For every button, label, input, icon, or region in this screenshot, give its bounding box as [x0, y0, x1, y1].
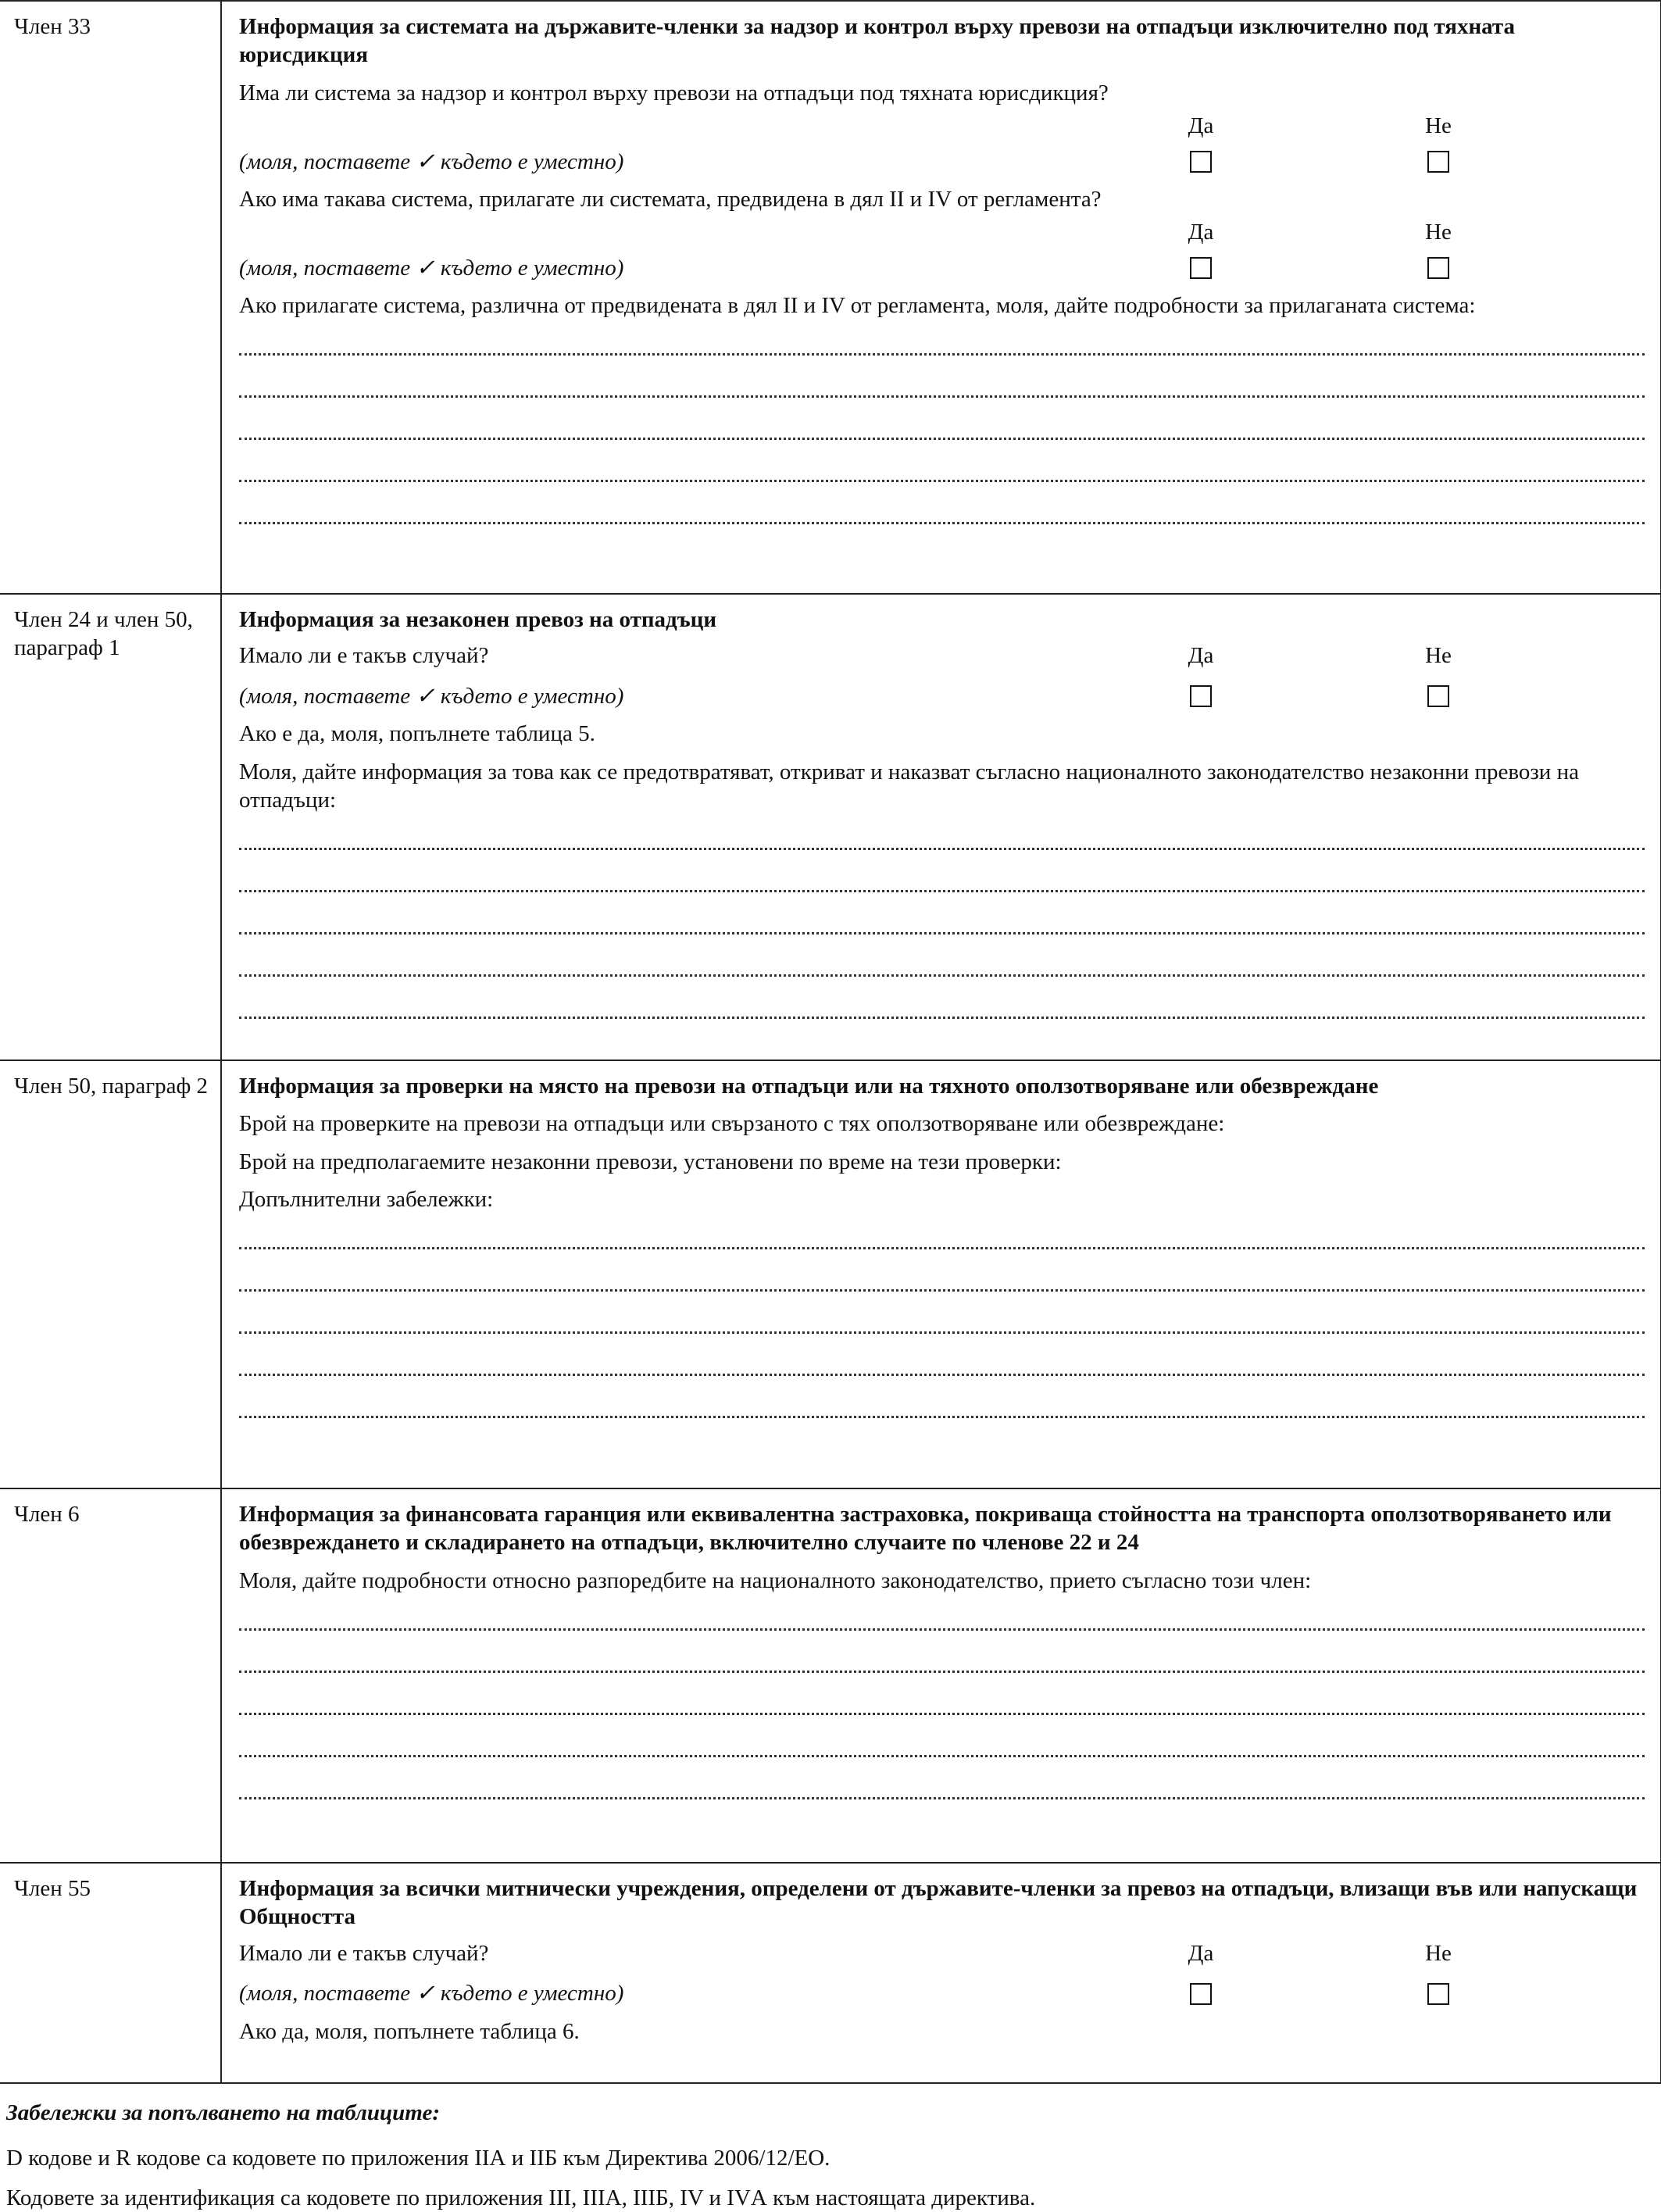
answer-line[interactable]	[239, 1213, 1645, 1249]
notes-line: Кодовете за идентификация са кодовете по приложения III, IIIА, IIIБ, IV и IVА към настоящата директива.	[6, 2185, 1036, 2210]
section-row-art6	[0, 1488, 1661, 1863]
answer-line[interactable]	[239, 892, 1645, 934]
article-ref: Член 55	[0, 1863, 221, 2083]
answer-line[interactable]	[239, 1631, 1645, 1673]
answer-line[interactable]	[239, 814, 1645, 850]
yes-label: Да	[1188, 220, 1214, 245]
section-title: Информация за финансовата гаранция или еквивалентна застраховка, покриваща стойността на транспорта оползотворяването или обезвреждането и складирането на отпадъци, включително случаите по членове 22 и 24	[239, 1502, 1612, 1556]
no-checkbox[interactable]	[1427, 1983, 1449, 2005]
no-label: Не	[1425, 643, 1452, 669]
answer-line[interactable]	[239, 1673, 1645, 1715]
answer-line[interactable]	[239, 398, 1645, 440]
tick-hint: (моля, поставете ✓ където е уместно)	[239, 255, 624, 281]
answer-line[interactable]	[239, 977, 1645, 1019]
article-ref: Член 33	[0, 1, 221, 594]
answer-line[interactable]	[239, 1595, 1645, 1631]
yes-no-group	[239, 641, 1646, 710]
inspections-count-prompt: Брой на проверките на превози на отпадъци или свързаното с тях оползотворяване или обезвреждане:	[239, 1111, 1225, 1137]
section-row-art24	[0, 594, 1661, 1060]
section-row-art33	[0, 1, 1661, 594]
yes-checkbox[interactable]	[1190, 685, 1212, 707]
answer-line[interactable]	[239, 850, 1645, 892]
no-checkbox[interactable]	[1427, 685, 1449, 707]
answer-line[interactable]	[239, 440, 1645, 482]
details-prompt: Моля, дайте подробности относно разпоредбите на националното законодателство, прието съгласно този член:	[239, 1567, 1312, 1593]
yes-checkbox[interactable]	[1190, 1983, 1212, 2005]
details-prompt: Моля, дайте информация за това как се предотвратяват, откриват и наказват съгласно националното законодателство незаконни превози на отпадъци:	[239, 759, 1579, 813]
tick-hint: (моля, поставете ✓ където е уместно)	[239, 1981, 624, 2007]
answer-line[interactable]	[239, 1757, 1645, 1799]
instruction-text: Ако да, моля, попълнете таблица 6.	[239, 2018, 580, 2044]
answer-line[interactable]	[239, 1334, 1645, 1376]
no-label: Не	[1425, 1940, 1452, 1966]
answer-line[interactable]	[239, 934, 1645, 977]
no-checkbox[interactable]	[1427, 151, 1449, 173]
section-title: Информация за всички митнически учреждения, определени от държавите-членки за превоз на отпадъци, влизащи във или напускащи Общността	[239, 1876, 1638, 1930]
answer-line[interactable]	[239, 1249, 1645, 1292]
no-checkbox[interactable]	[1427, 257, 1449, 279]
section-body	[221, 594, 1661, 1060]
answer-line[interactable]	[239, 482, 1645, 524]
question-text: Имало ли е такъв случай?	[239, 643, 489, 669]
answer-line[interactable]	[239, 1292, 1645, 1334]
section-row-art50-2	[0, 1060, 1661, 1488]
yes-checkbox[interactable]	[1190, 151, 1212, 173]
illegal-shipments-count-prompt: Брой на предполагаемите незаконни превози, установени по време на тези проверки:	[239, 1149, 1062, 1174]
section-title: Информация за проверки на място на превози на отпадъци или на тяхното оползотворяване или обезвреждане	[239, 1074, 1379, 1099]
answer-line[interactable]	[239, 1715, 1645, 1757]
yes-label: Да	[1188, 643, 1214, 669]
answer-line[interactable]	[239, 1376, 1645, 1418]
no-label: Не	[1425, 113, 1452, 138]
notes-title: Забележки за попълването на таблиците:	[6, 2100, 440, 2125]
article-ref: Член 24 и член 50, параграф 1	[0, 594, 221, 1060]
yes-label: Да	[1188, 113, 1214, 138]
section-body	[221, 1488, 1661, 1863]
section-body	[221, 1, 1661, 594]
instruction-text: Ако е да, моля, попълнете таблица 5.	[239, 721, 595, 747]
article-ref: Член 50, параграф 2	[0, 1060, 221, 1488]
section-title: Информация за незаконен превоз на отпадъци	[239, 607, 717, 632]
no-label: Не	[1425, 220, 1452, 245]
yes-no-group	[239, 112, 1646, 176]
details-prompt: Ако прилагате система, различна от предвидената в дял II и IV от регламента, моля, дайте подробности за прилаганата система:	[239, 293, 1476, 318]
yes-label: Да	[1188, 1940, 1214, 1966]
article-ref: Член 6	[0, 1488, 221, 1863]
section-body	[221, 1863, 1661, 2083]
additional-remarks-prompt: Допълнителни забележки:	[239, 1186, 494, 1212]
question-text: Има ли система за надзор и контрол върху превози на отпадъци под тяхната юрисдикция?	[239, 80, 1109, 105]
question-text: Ако има такава система, прилагате ли системата, предвидена в дял II и IV от регламента?	[239, 186, 1102, 212]
tick-hint: (моля, поставете ✓ където е уместно)	[239, 684, 624, 709]
table-notes	[6, 2099, 1647, 2212]
tick-hint: (моля, поставете ✓ където е уместно)	[239, 148, 624, 174]
notes-line: D кодове и R кодове са кодовете по приложения IIА и IIБ към Директива 2006/12/ЕО.	[6, 2146, 830, 2171]
section-body	[221, 1060, 1661, 1488]
answer-line[interactable]	[239, 356, 1645, 398]
yes-no-group	[239, 1939, 1646, 2008]
answer-line[interactable]	[239, 320, 1645, 356]
section-row-art55	[0, 1863, 1661, 2083]
yes-checkbox[interactable]	[1190, 257, 1212, 279]
yes-no-group	[239, 218, 1646, 282]
question-text: Имало ли е такъв случай?	[239, 1940, 489, 1966]
section-title: Информация за системата на държавите-членки за надзор и контрол върху превози на отпадъци изключително под тяхната юрисдикция	[239, 14, 1516, 68]
